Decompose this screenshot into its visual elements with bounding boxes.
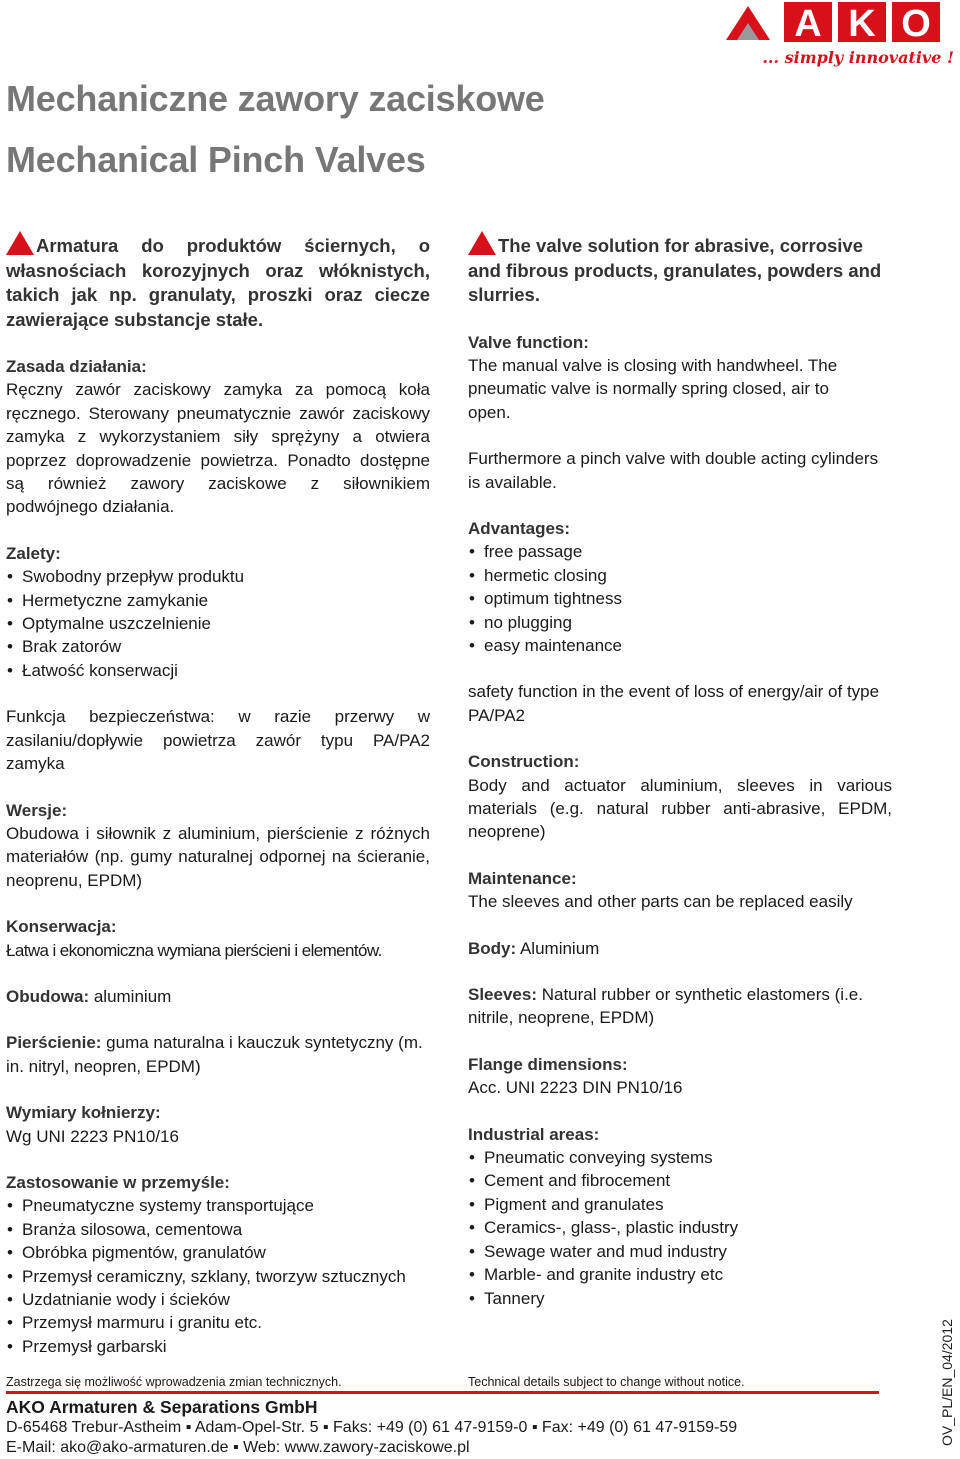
function-section-pl bbox=[6, 355, 430, 519]
document-code-text: OV_PL/EN_04/2012 bbox=[939, 1319, 955, 1446]
maintenance-heading-pl: Konserwacja: bbox=[6, 917, 117, 937]
sleeves-section-en bbox=[468, 983, 868, 1030]
body-text-en: Aluminium bbox=[516, 938, 600, 958]
advantages-section-pl bbox=[6, 542, 430, 682]
intro-text-pl: Armatura do produktów ściernych, o własnościach korozyjnych oraz włóknistych, takich jak np. granulaty, proszki oraz ciecze zawierające substancje stałe. bbox=[6, 235, 430, 330]
page-title-pl: Mechaniczne zawory zaciskowe bbox=[6, 78, 545, 119]
body-section-pl bbox=[6, 985, 430, 1008]
flange-text-en: Acc. UNI 2223 DIN PN10/16 bbox=[468, 1078, 683, 1098]
maintenance-section-pl bbox=[6, 915, 430, 962]
body-heading-pl: Obudowa: bbox=[6, 986, 90, 1006]
column-english bbox=[468, 231, 892, 1333]
list-item: • Pneumatic conveying systems bbox=[468, 1146, 892, 1169]
advantages-list-pl bbox=[6, 565, 430, 682]
intro-pl bbox=[6, 231, 430, 332]
construction-heading-en: Construction: bbox=[468, 752, 580, 772]
maintenance-section-en bbox=[468, 867, 892, 914]
maintenance-heading-en: Maintenance: bbox=[468, 868, 577, 888]
industry-section-en bbox=[468, 1123, 892, 1310]
notice-en: Technical details subject to change without notice. bbox=[468, 1375, 745, 1389]
maintenance-text-en: The sleeves and other parts can be replaced easily bbox=[468, 892, 853, 912]
industry-list-pl bbox=[6, 1194, 430, 1358]
list-item: • Ceramics-, glass-, plastic industry bbox=[468, 1216, 892, 1239]
flange-heading-en: Flange dimensions: bbox=[468, 1054, 628, 1074]
intro-en bbox=[468, 231, 892, 308]
ako-logo bbox=[726, 2, 956, 68]
list-item: • Przemysł ceramiczny, szklany, tworzyw sztucznych bbox=[6, 1265, 430, 1288]
list-item: • easy maintenance bbox=[468, 634, 892, 657]
sleeves-heading-en: Sleeves: bbox=[468, 985, 537, 1005]
flange-text-pl: Wg UNI 2223 PN10/16 bbox=[6, 1126, 179, 1146]
function-section-en bbox=[468, 331, 892, 425]
logo-letter-o: O bbox=[901, 3, 931, 45]
footer-company: AKO Armaturen & Separations GmbH bbox=[6, 1397, 318, 1417]
body-section-en bbox=[468, 937, 892, 960]
list-item: • Przemysł garbarski bbox=[6, 1335, 430, 1358]
advantages-list-en bbox=[468, 540, 892, 657]
list-item: • Hermetyczne zamykanie bbox=[6, 589, 430, 612]
function-text-pl: Ręczny zawór zaciskowy zamyka za pomocą koła ręcznego. Sterowany pneumatycznie zawór zaciskowy zamyka z wykorzystaniem siły sprężyny a otwiera poprzez doprowadzenie powietrza. Ponadto dostępne są również zawory zaciskowe z siłownikiem podwójnego działania. bbox=[6, 380, 430, 517]
function-heading-pl: Zasada działania: bbox=[6, 357, 147, 376]
advantages-section-en bbox=[468, 517, 892, 657]
sleeves-text-en: Natural rubber or synthetic elastomers (i.e. nitrile, neoprene, EPDM) bbox=[468, 985, 863, 1028]
sleeves-text-pl: guma naturalna i kauczuk syntetyczny (m. in. nitryl, neopren, EPDM) bbox=[6, 1033, 423, 1076]
list-item: • Optymalne uszczelnienie bbox=[6, 612, 430, 635]
flange-section-pl bbox=[6, 1101, 430, 1148]
function-text-en: The manual valve is closing with handwheel. The pneumatic valve is normally spring closed, air to open. bbox=[468, 355, 838, 422]
list-item: • Łatwość konserwacji bbox=[6, 659, 430, 682]
body-heading-en: Body: bbox=[468, 938, 517, 958]
function-heading-en: Valve function: bbox=[468, 332, 589, 352]
flange-heading-pl: Wymiary kołnierzy: bbox=[6, 1103, 161, 1123]
footer-contact: E-Mail: ako@ako-armaturen.de ▪ Web: www.zawory-zaciskowe.pl bbox=[6, 1439, 470, 1456]
intro-text-en: The valve solution for abrasive, corrosive and fibrous products, granulates, powders and slurries. bbox=[468, 235, 882, 305]
list-item: • Swobodny przepływ produktu bbox=[6, 565, 430, 588]
list-item: • hermetic closing bbox=[468, 564, 892, 587]
flange-section-en bbox=[468, 1053, 892, 1100]
safety-text-en: safety function in the event of loss of energy/air of type PA/PA2 bbox=[468, 682, 880, 725]
function-text2-en: Furthermore a pinch valve with double acting cylinders is available. bbox=[468, 449, 879, 492]
maintenance-text-pl: Łatwa i ekonomiczna wymiana pierścieni i elementów. bbox=[6, 940, 382, 960]
column-polish bbox=[6, 231, 430, 1381]
list-item: • Branża silosowa, cementowa bbox=[6, 1218, 430, 1241]
body-text-pl: aluminium bbox=[89, 986, 172, 1006]
list-item: • optimum tightness bbox=[468, 587, 892, 610]
list-item: • Marble- and granite industry etc bbox=[468, 1263, 892, 1286]
list-item: • Obróbka pigmentów, granulatów bbox=[6, 1241, 430, 1264]
advantages-heading-pl: Zalety: bbox=[6, 543, 61, 563]
construction-text-pl: Obudowa i siłownik z aluminium, pierścienie z różnych materiałów (np. gumy naturalnej odpornej na ścieranie, neoprenu, EPDM) bbox=[6, 823, 430, 890]
logo-tagline: ... simply innovative ! bbox=[762, 48, 954, 67]
list-item: • no plugging bbox=[468, 611, 892, 634]
warning-triangle-icon bbox=[6, 231, 34, 255]
list-item: • free passage bbox=[468, 540, 892, 563]
list-item: • Brak zatorów bbox=[6, 635, 430, 658]
industry-heading-en: Industrial areas: bbox=[468, 1124, 600, 1144]
sleeves-section-pl bbox=[6, 1031, 430, 1078]
footer-divider bbox=[6, 1391, 879, 1394]
footer bbox=[6, 1397, 737, 1459]
document-code bbox=[933, 1319, 955, 1446]
notice-pl: Zastrzega się możliwość wprowadzenia zmian technicznych. bbox=[6, 1375, 342, 1389]
footer-address: D-65468 Trebur-Astheim ▪ Adam-Opel-Str. 5 ▪ Faks: +49 (0) 61 47-9159-0 ▪ Fax: +49 (0) 61 47-9159-59 bbox=[6, 1418, 738, 1436]
list-item: • Tannery bbox=[468, 1287, 892, 1310]
list-item: • Cement and fibrocement bbox=[468, 1169, 892, 1192]
construction-section-pl bbox=[6, 799, 430, 893]
page-title-en: Mechanical Pinch Valves bbox=[6, 139, 426, 180]
warning-triangle-icon bbox=[468, 231, 496, 255]
construction-heading-pl: Wersje: bbox=[6, 800, 68, 820]
industry-heading-pl: Zastosowanie w przemyśle: bbox=[6, 1172, 230, 1192]
ako-logo-graphic bbox=[726, 2, 956, 68]
industry-section-pl bbox=[6, 1171, 430, 1358]
sleeves-heading-pl: Pierścienie: bbox=[6, 1033, 102, 1053]
list-item: • Pigment and granulates bbox=[468, 1193, 892, 1216]
advantages-heading-en: Advantages: bbox=[468, 518, 571, 538]
safety-text-pl: Funkcja bezpieczeństwa: w razie przerwy w zasilaniu/dopływie powietrza zawór typu PA/PA2 zamyka bbox=[6, 707, 430, 774]
industry-list-en bbox=[468, 1146, 892, 1310]
list-item: • Przemysł marmuru i granitu etc. bbox=[6, 1311, 430, 1334]
construction-section-en bbox=[468, 750, 892, 844]
logo-letter-a: A bbox=[794, 3, 822, 45]
logo-letter-k: K bbox=[848, 3, 876, 45]
list-item: • Pneumatyczne systemy transportujące bbox=[6, 1194, 430, 1217]
construction-text-en: Body and actuator aluminium, sleeves in various materials (e.g. natural rubber anti-abrasive, EPDM, neoprene) bbox=[468, 775, 892, 842]
list-item: • Uzdatnianie wody i ścieków bbox=[6, 1288, 430, 1311]
list-item: • Sewage water and mud industry bbox=[468, 1240, 892, 1263]
